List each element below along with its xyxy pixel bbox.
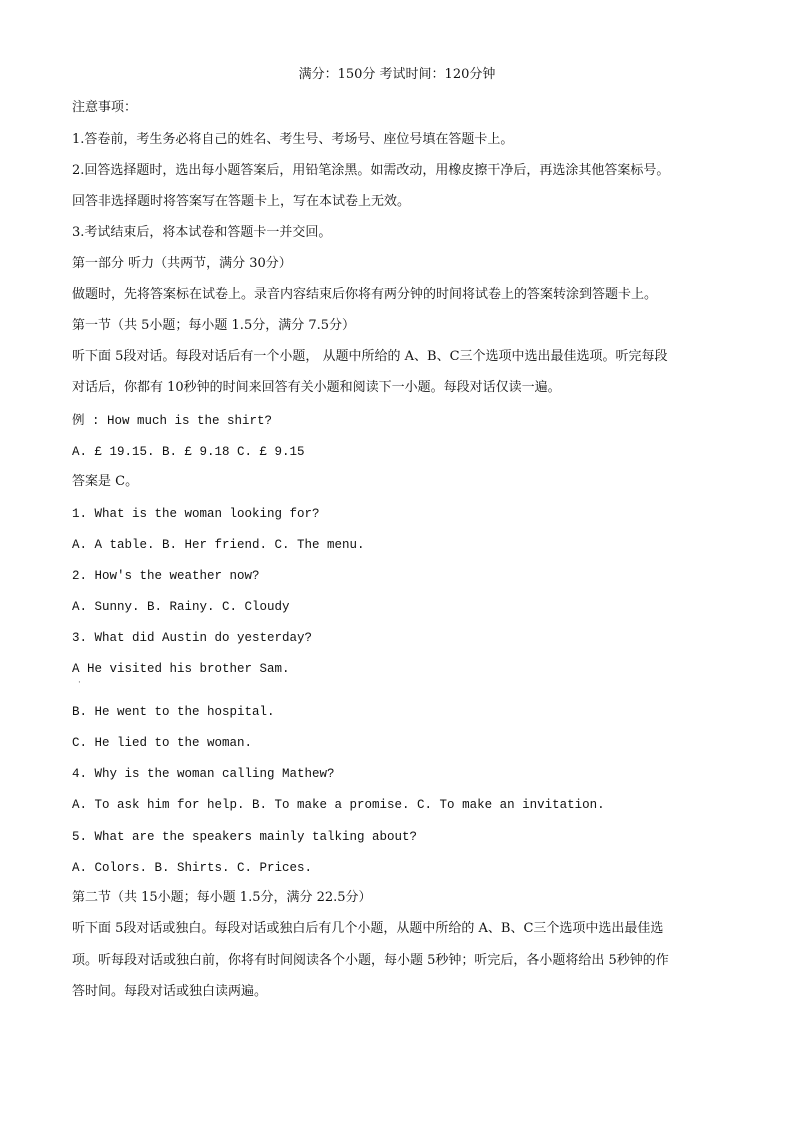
question-options: A. Colors. B. Shirts. C. Prices. [72,861,313,875]
question-options: A. A table. B. Her friend. C. The menu. [72,538,365,552]
part1-instruction: 做题时，先将答案标在试卷上。录音内容结束后你将有两分钟的时间将试卷上的答案转涂到答题卡上。 [72,287,658,302]
question: 4. Why is the woman calling Mathew? [72,767,335,781]
section2-instruction: 答时间。每段对话或独白读两遍。 [72,984,268,999]
example-options: A. £ 19.15. B. £ 9.18 C. £ 9.15 [72,445,305,459]
question: 5. What are the speakers mainly talking about? [72,830,418,844]
question: 1. What is the woman looking for? [72,507,320,521]
notice-title: 注意事项： [72,100,138,115]
question-option: A He visited his brother Sam. [72,662,290,676]
example-answer: 答案是 C。 [72,474,139,489]
notice-item: 回答非选择题时将答案写在答题卡上，写在本试卷上无效。 [72,194,411,209]
exam-header: 满分：150分 考试时间：120分钟 [298,67,496,82]
section2-instruction: 项。听每段对话或独白前，你将有时间阅读各个小题，每小题 5秒钟；听完后，各小题将给出 5秒钟的作 [72,953,669,968]
stray-mark: · [78,678,81,688]
question-options: A. To ask him for help. B. To make a promise. C. To make an invitation. [72,798,605,812]
question-options: A. Sunny. B. Rainy. C. Cloudy [72,600,290,614]
notice-item: 3.考试结束后，将本试卷和答题卡一并交回。 [72,225,332,240]
question: 3. What did Austin do yesterday? [72,631,313,645]
part1-title: 第一部分 听力（共两节，满分 30分） [72,256,292,271]
section1-instruction: 对话后，你都有 10秒钟的时间来回答有关小题和阅读下一小题。每段对话仅读一遍。 [72,380,561,395]
question-option: C. He lied to the woman. [72,736,253,750]
notice-item: 1.答卷前，考生务必将自己的姓名、考生号、考场号、座位号填在答题卡上。 [72,132,514,147]
question-option: B. He went to the hospital. [72,705,275,719]
section1-instruction: 听下面 5段对话。每段对话后有一个小题， 从题中所给的 A、B、C三个选项中选出最佳选项。听完每段 [72,349,668,364]
section2-instruction: 听下面 5段对话或独白。每段对话或独白后有几个小题，从题中所给的 A、B、C三个选项中选出最佳选 [72,921,664,936]
notice-item: 2.回答选择题时，选出每小题答案后，用铅笔涂黑。如需改动，用橡皮擦干净后，再选涂其他答案标号。 [72,163,670,178]
question: 2. How's the weather now? [72,569,260,583]
example-question: 例 : How much is the shirt? [72,414,273,428]
section2-title: 第二节（共 15小题；每小题 1.5分，满分 22.5分） [72,890,372,905]
section1-title: 第一节（共 5小题；每小题 1.5分，满分 7.5分） [72,318,356,333]
